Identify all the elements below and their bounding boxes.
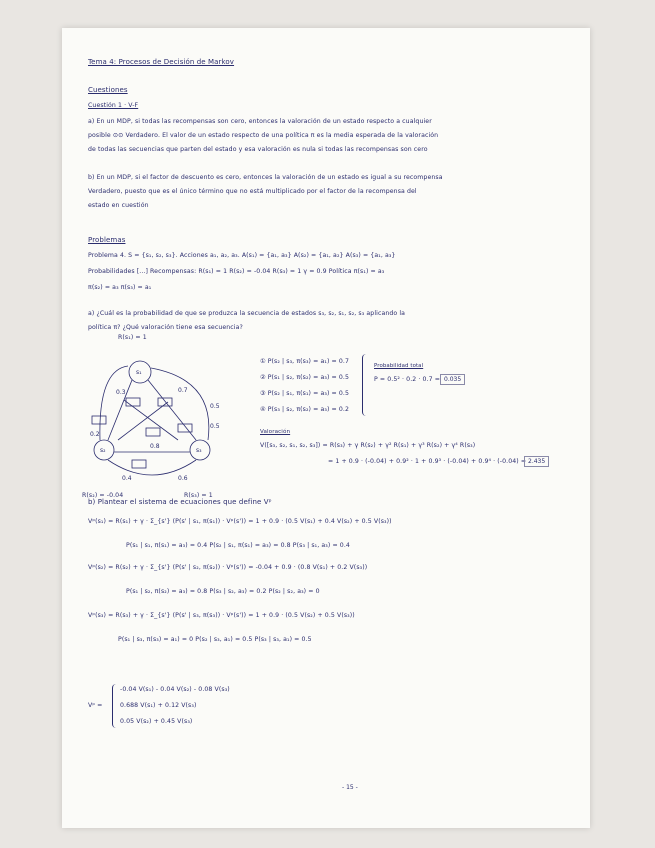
cuestion-a-line: de todas las secuencias que parten del estado y esa valoración es nula si todas las recompensas son cero xyxy=(88,146,428,153)
notebook-page xyxy=(62,28,590,828)
edge-label: 0.8 xyxy=(150,443,160,450)
node-label-s1: s₁ xyxy=(136,369,142,376)
reward-s1: R(s₁) = 1 xyxy=(118,334,147,341)
valoracion-result-box: 2.435 xyxy=(524,456,549,467)
section-problemas: Problemas xyxy=(88,236,126,244)
equation-s3: Vᵖ(s₃) = R(s₃) + γ · Σ_{s'} (P(s' | s₃, π(s₃)) · Vᵖ(s')) = 1 + 0.9 · (0.5 V(s₂) + 0.5 V(s₃)) xyxy=(88,612,355,619)
action-box xyxy=(158,398,172,406)
edge-curve-left xyxy=(100,366,128,440)
equation-s2: Vᵖ(s₂) = R(s₂) + γ · Σ_{s'} (P(s' | s₂, π(s₂)) · Vᵖ(s')) = -0.04 + 0.9 · (0.8 V(s₁) + 0.2 V(s₃)) xyxy=(88,564,368,571)
action-box xyxy=(132,460,146,468)
system-row: -0.04 V(s₁) - 0.04 V(s₂) - 0.08 V(s₃) xyxy=(120,686,230,693)
prob-total-label: Probabilidad total xyxy=(374,363,424,369)
section-cuestiones: Cuestiones xyxy=(88,86,128,94)
prob-result-box: 0.035 xyxy=(440,374,465,385)
prob-item: ① P(s₂ | s₃, π(s₃) = a₁) = 0.7 xyxy=(260,358,350,365)
edge-cross-2 xyxy=(118,402,168,440)
parte-a-line: a) ¿Cuál es la probabilidad de que se produzca la secuencia de estados s₃, s₂, s₁, s₂, s₃ aplicando la xyxy=(88,310,406,317)
cuestion-a-line: a) En un MDP, si todas las recompensas son cero, entonces la valoración de un estado respecto a cualquier xyxy=(88,118,432,125)
edge-curve-bottom xyxy=(108,460,196,475)
edge-label: 0.7 xyxy=(178,387,188,394)
edge-label: 0.2 xyxy=(90,431,100,438)
system-label: Vᵖ = xyxy=(88,702,103,709)
edge-s1-s3 xyxy=(148,380,196,440)
problema-line: Problema 4. S = {s₁, s₂, s₃}. Acciones a₁, a₂, a₃. A(s₁) = {a₁, a₃} A(s₂) = {a₁, a₂} A(s₃) = {a₁, a₃} xyxy=(88,252,396,259)
edge-label: 0.5 xyxy=(210,403,220,410)
cuestion-header: Cuestión 1 · V-F xyxy=(88,102,139,109)
cuestion-b-line: Verdadero, puesto que es el único término que no está multiplicado por el factor de la recompensa del xyxy=(88,188,417,195)
edge-label: 0.6 xyxy=(178,475,188,482)
parte-a-line: política π? ¿Qué valoración tiene esa secuencia? xyxy=(88,324,243,331)
action-box xyxy=(126,398,140,406)
action-box xyxy=(178,424,192,432)
system-row: 0.05 V(s₂) + 0.45 V(s₃) xyxy=(120,718,193,725)
edge-label: 0.5 xyxy=(210,423,220,430)
cuestion-b-line: b) En un MDP, si el factor de descuento es cero, entonces la valoración de un estado es igual a su recompensa xyxy=(88,174,443,181)
valoracion-line: V([s₃, s₂, s₁, s₂, s₃]) = R(s₃) + γ R(s₂) + γ² R(s₁) + γ³ R(s₂) + γ⁴ R(s₃) xyxy=(260,442,476,449)
prob-item: ④ P(s₃ | s₂, π(s₂) = a₃) = 0.2 xyxy=(260,406,350,413)
problema-line: π(s₂) = a₃ π(s₃) = a₁ xyxy=(88,284,152,291)
prob-total: P = 0.5² · 0.2 · 0.7 = xyxy=(374,376,441,383)
prob-item: ② P(s₁ | s₂, π(s₂) = a₃) = 0.5 xyxy=(260,374,350,381)
equation-s3-probs: P(s₁ | s₃, π(s₃) = a₁) = 0 P(s₂ | s₃, a₁) = 0.5 P(s₃ | s₃, a₁) = 0.5 xyxy=(118,636,312,643)
equation-s2-probs: P(s₁ | s₂, π(s₂) = a₃) = 0.8 P(s₃ | s₂, a₃) = 0.2 P(s₂ | s₂, a₃) = 0 xyxy=(126,588,320,595)
action-box xyxy=(92,416,106,424)
system-row: 0.688 V(s₁) + 0.12 V(s₃) xyxy=(120,702,197,709)
node-label-s3: s₃ xyxy=(196,447,202,454)
valoracion-line: = 1 + 0.9 · (-0.04) + 0.9² · 1 + 0.9³ · (-0.04) + 0.9⁴ · (-0.04) = xyxy=(328,458,527,465)
cuestion-a-line: posible ⊙⊙ Verdadero. El valor de un estado respecto de una política π es la media esperada de la valoración xyxy=(88,132,439,139)
page-number: - 15 - xyxy=(342,784,358,791)
state-transition-diagram xyxy=(82,334,228,499)
problema-line: Probabilidades [...] Recompensas: R(s₁) = 1 R(s₂) = -0.04 R(s₃) = 1 γ = 0.9 Política π(s₁) = a₃ xyxy=(88,268,385,275)
node-label-s2: s₂ xyxy=(100,447,106,454)
action-box xyxy=(146,428,160,436)
equation-s1-probs: P(s₁ | s₁, π(s₁) = a₃) = 0.4 P(s₂ | s₁, π(s₁) = a₃) = 0.8 P(s₃ | s₁, a₃) = 0.4 xyxy=(126,542,350,549)
reward-s2: R(s₂) = -0.04 xyxy=(82,492,124,499)
equation-s1: Vᵖ(s₁) = R(s₁) + γ · Σ_{s'} (P(s' | s₁, π(s₁)) · Vᵖ(s')) = 1 + 0.9 · (0.5 V(s₁) + 0.4 V(s₂) + 0.5 V(s₃)) xyxy=(88,518,392,525)
valoracion-label: Valoración xyxy=(260,429,291,435)
brace xyxy=(362,354,369,416)
prob-item: ③ P(s₂ | s₁, π(s₁) = a₃) = 0.5 xyxy=(260,390,350,397)
reward-s3: R(s₃) = 1 xyxy=(184,492,213,499)
page-title: Tema 4: Procesos de Decisión de Markov xyxy=(88,58,235,66)
diagram-svg xyxy=(88,340,228,498)
parte-b-title: b) Plantear el sistema de ecuaciones que define Vᵖ xyxy=(88,498,272,506)
edge-label: 0.4 xyxy=(122,475,132,482)
system-brace xyxy=(112,684,119,728)
cuestion-b-line: estado en cuestión xyxy=(88,202,149,209)
edge-label: 0.3 xyxy=(116,389,126,396)
